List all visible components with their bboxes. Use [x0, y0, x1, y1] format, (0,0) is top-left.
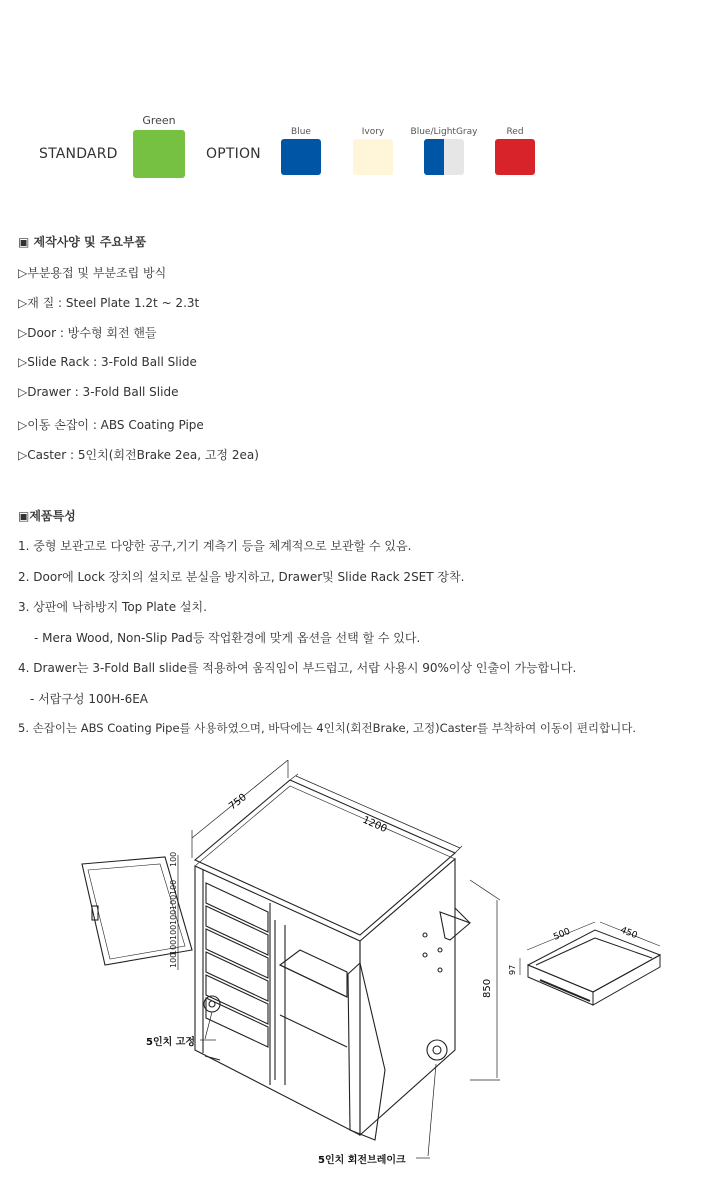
spec-item: ▷재 질 : Steel Plate 1.2t ~ 2.3t: [18, 296, 200, 310]
drawer-height-label: 100: [169, 851, 178, 867]
blue-swatch-label: Blue: [291, 127, 311, 137]
drawer-height-label: 100: [169, 894, 178, 910]
blue-lightgray-swatch[interactable]: [424, 139, 464, 175]
green-swatch-label: Green: [142, 114, 176, 127]
caster-brake: [427, 1040, 447, 1060]
feature-item: 3. 상판에 낙하방지 Top Plate 설치.: [18, 600, 207, 614]
drawer-dim-depth-label: 500: [552, 926, 572, 943]
feature-item: 2. Door에 Lock 장치의 설치로 분실을 방지하고, Drawer및 Slide Rack 2SET 장착.: [18, 570, 465, 584]
spec-item: ▷Caster : 5인치(회전Brake 2ea, 고정 2ea): [18, 448, 259, 462]
drawer-height-label: 100: [169, 952, 178, 968]
red-swatch[interactable]: [495, 139, 535, 175]
single-drawer: [520, 922, 660, 1005]
option-label: OPTION: [206, 146, 261, 162]
blue-swatch[interactable]: [281, 139, 321, 175]
spec-item: ▷Slide Rack : 3-Fold Ball Slide: [18, 355, 197, 369]
dim-depth-label: 750: [227, 791, 249, 813]
green-swatch[interactable]: [133, 130, 185, 178]
caster-brake-label: 5인치 회전브레이크: [318, 1155, 406, 1166]
ivory-swatch[interactable]: [353, 139, 393, 175]
blue-lightgray-swatch-label: Blue/LightGray: [410, 127, 478, 137]
dim-height-label: 850: [482, 978, 493, 998]
red-swatch-label: Red: [506, 127, 524, 137]
drawer-stack: [206, 883, 268, 1047]
drawer-height-label: 100: [169, 939, 178, 955]
spec-heading: ▣ 제작사양 및 주요부품: [18, 235, 147, 249]
cabinet-drawing: [0, 760, 709, 1181]
right-door: [348, 963, 385, 1140]
ivory-swatch-label: Ivory: [361, 127, 385, 137]
spec-item: ▷Drawer : 3-Fold Ball Slide: [18, 385, 179, 399]
cabinet-side: [360, 859, 455, 1135]
spec-item: ▷Door : 방수형 회전 핸들: [18, 326, 157, 340]
dim-width-label: 1200: [360, 814, 389, 836]
feature-item: 5. 손잡이는 ABS Coating Pipe를 사용하였으며, 바닥에는 4인치(회전Brake, 고정)Caster를 부착하여 이동이 편리합니다.: [18, 721, 637, 735]
drawer-dim-height-label: 97: [508, 964, 517, 975]
feature-subitem: - Mera Wood, Non-Slip Pad등 작업환경에 맞게 옵션을 선택 할 수 있다.: [34, 631, 421, 645]
spec-item: ▷부분용접 및 부분조립 방식: [18, 266, 167, 280]
drawer-height-label: 100: [169, 879, 178, 895]
standard-label: STANDARD: [39, 146, 118, 162]
drawer-dim-width-label: 450: [618, 925, 639, 942]
feature-heading: ▣제품특성: [18, 509, 76, 523]
drawer-height-label: 100: [169, 924, 178, 940]
feature-subitem: - 서랍구성 100H-6EA: [30, 692, 149, 706]
drawer-height-label: 100: [169, 909, 178, 925]
feature-item: 1. 중형 보관고로 다양한 공구,기기 계측기 등을 체계적으로 보관할 수 있음.: [18, 539, 412, 553]
caster-fixed-label: 5인치 고정: [146, 1037, 196, 1048]
feature-item: 4. Drawer는 3-Fold Ball slide를 적용하여 움직임이 부드럽고, 서랍 사용시 90%이상 인출이 가능합니다.: [18, 661, 577, 675]
spec-item: ▷이동 손잡이 : ABS Coating Pipe: [18, 418, 204, 432]
